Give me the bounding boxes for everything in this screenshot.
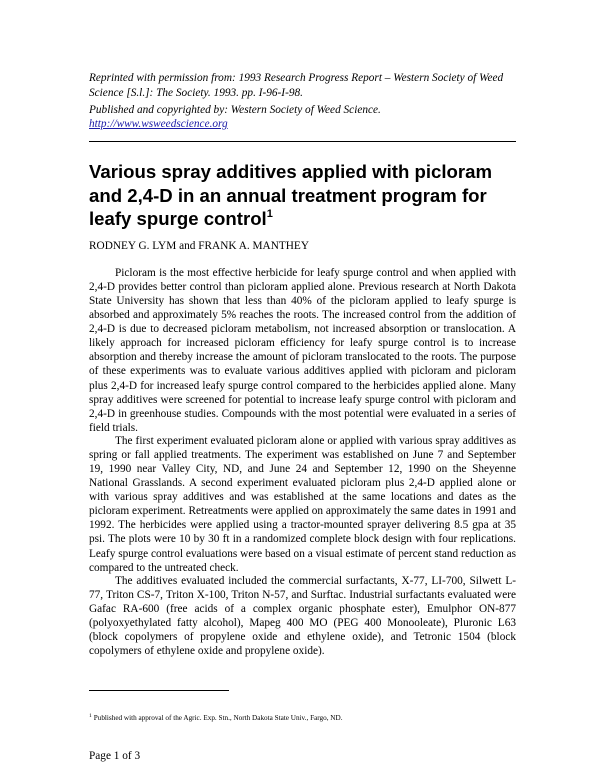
paper-title [89, 160, 529, 231]
footnote-mark: 1 [89, 713, 92, 719]
paragraph-2: The first experiment evaluated picloram alone or applied with various spray additives as spring or fall applied treatments. The experiment was established on June 7 and September 19, 1990 near Valley City, ND, and June 24 and September 12, 1990 on the Sheyenne National Grasslands. A second experiment evaluated picloram plus 2,4-D applied alone or with various spray additives and was established at the same locations and dates as the picloram experiment. Retreatments were applied on approximately the same dates in 1991 and 1992. The herbicides were applied using a tractor-mounted sprayer delivering 8.5 gpa at 35 psi. The plots were 10 by 30 ft in a randomized complete block design with four replications. Leafy spurge control evaluations were based on a visual estimate of percent stand reduction as compared to the untreated check. [89, 435, 516, 574]
title-text: Various spray additives applied with picloram and 2,4-D in an annual treatment program for leafy spurge control [89, 161, 492, 229]
title-footnote-mark: 1 [266, 208, 273, 220]
publisher-line: Published and copyrighted by: Western Society of Weed Science. [89, 104, 381, 116]
page-number: Page 1 of 3 [89, 750, 141, 762]
footnote-divider [89, 690, 229, 691]
header-divider [89, 141, 516, 142]
url-line [89, 117, 529, 132]
paragraph-1: Picloram is the most effective herbicide for leafy spurge control and when applied with 2,4-D provides better control than picloram applied alone. Previous research at North Dakota State University has shown that less than 40% of the picloram applied to leafy spurge is absorbed and approximately 5% reaches the roots. The increased control from the addition of 2,4-D is due to decreased picloram metabolism, not increased absorption or translocation. A likely approach for increased picloram efficiency for leafy spurge control is to increase absorption and thereby increase the amount of picloram translocated to the roots. The purpose of these experiments was to evaluate various additives applied with picloram and picloram plus 2,4-D for increased leafy spurge control compared to the herbicides applied alone. Many spray additives were screened for potential to increase leafy spurge control with picloram and 2,4-D in greenhouse studies. Compounds with the most potential were evaluated in a series of field trials. [89, 267, 516, 434]
footnote [89, 713, 343, 723]
paragraph-3: The additives evaluated included the commercial surfactants, X-77, LI-700, Silwett L-77, Triton CS-7, Triton X-100, Triton N-57, and Surftac. Industrial surfactants evaluated were Gafac RA-600 (free acids of a complex organic phosphate ester), Emulphor ON-877 (polyoxyethylated fatty alcohol), Mapeg 400 MO (PEG 400 Monooleate), Pluronic L63 (block copolymers of propylene oxide and ethylene oxide), and Tetronic 1504 (block copolymers of ethylene oxide and propylene oxide). [89, 575, 516, 658]
reprint-citation: Reprinted with permission from: 1993 Research Progress Report – Western Society of Weed Science [S.l.]: The Society. 1993. pp. I-96-I-98. [89, 72, 504, 99]
footnote-text: Published with approval of the Agric. Exp. Stn., North Dakota State Univ., Fargo, ND. [93, 714, 343, 722]
authors: RODNEY G. LYM and FRANK A. MANTHEY [89, 240, 309, 252]
website-link[interactable]: http://www.wsweedscience.org [89, 118, 228, 130]
